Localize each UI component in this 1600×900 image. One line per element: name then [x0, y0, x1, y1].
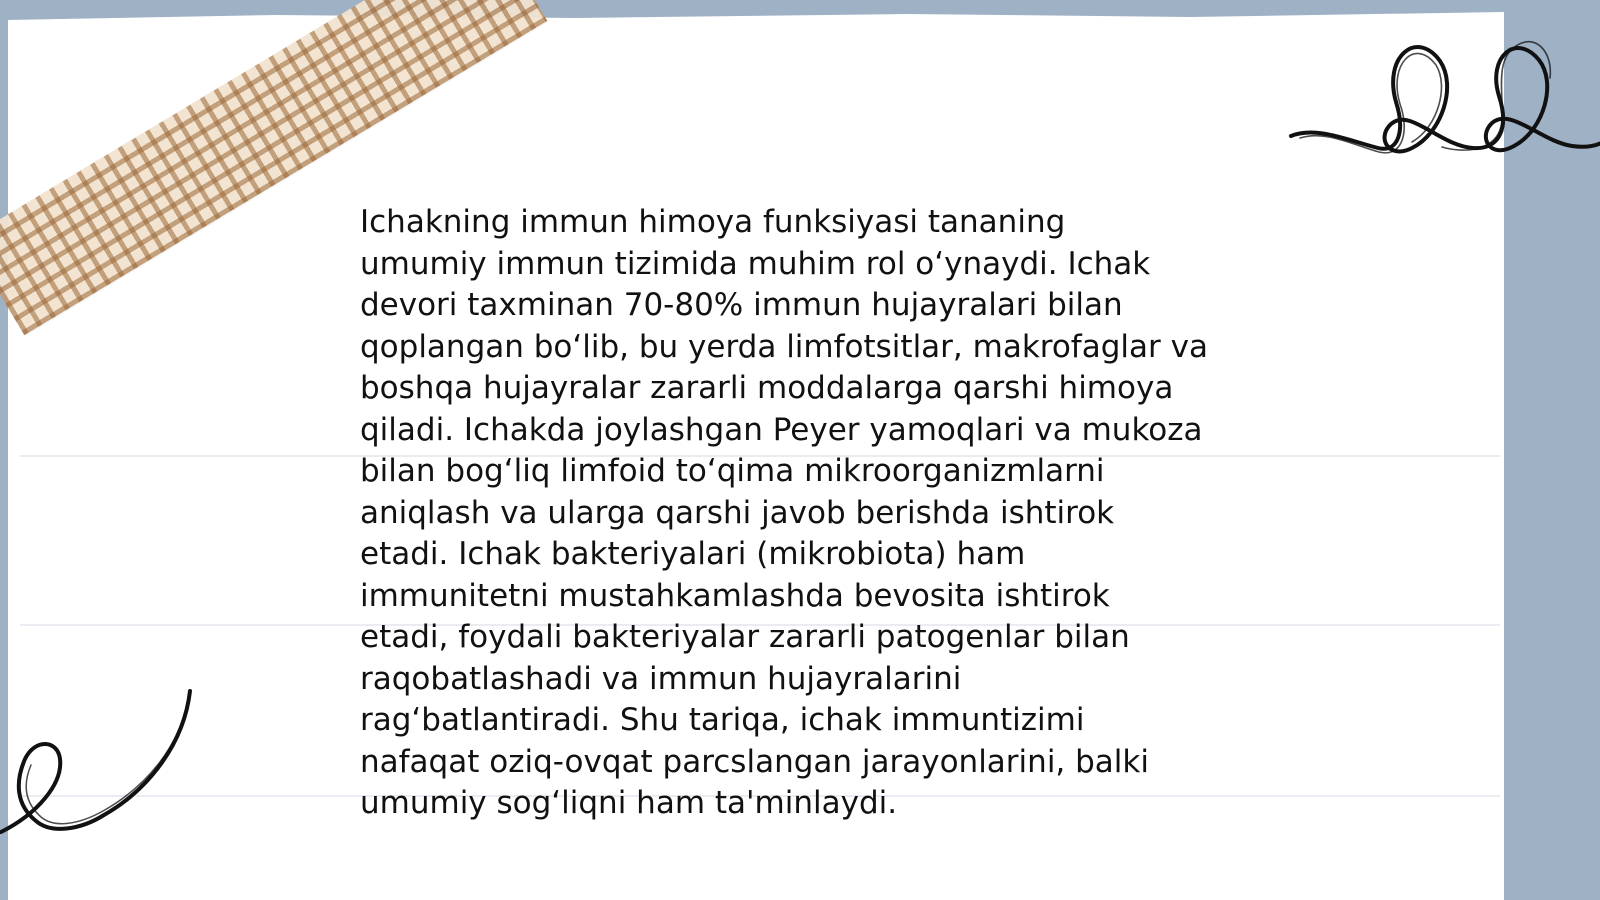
- squiggle-doodle-icon: [1288, 28, 1600, 178]
- main-paragraph: Ichakning immun himoya funksiyasi tananing umumiy immun tizimida muhim rol o‘ynaydi. Ichak devori taxminan 70-80% immun hujayralari bilan qoplangan bo‘lib, bu yerda limfotsitlar, makrofaglar va boshqa hujayralar zararli moddalarga qarshi himoya qiladi. Ichakda joylashgan Peyer yamoqlari va mukoza bilan bog‘liq limfoid to‘qima mikroorganizmlarni aniqlash va ularga qarshi javob berishda ishtirok etadi. Ichak bakteriyalari (mikrobiota) ham immunitetni mustahkamlashda bevosita ishtirok etadi, foydali bakteriyalar zararli patogenlar bilan raqobatlashadi va immun hujayralarini rag‘batlantiradi. Shu tariqa, ichak immuntizimi nafaqat oziq-ovqat parcslangan jarayonlarini, balki umumiy sog‘liqni ham ta'minlaydi.: [360, 204, 1208, 821]
- curl-doodle-icon: [0, 690, 210, 850]
